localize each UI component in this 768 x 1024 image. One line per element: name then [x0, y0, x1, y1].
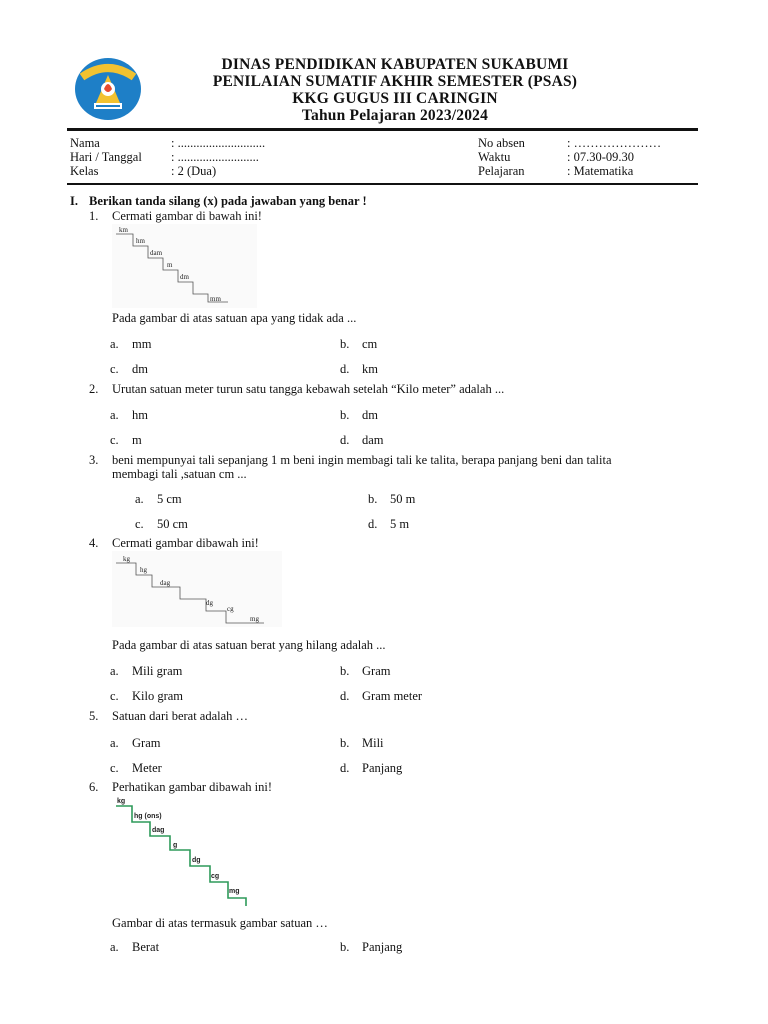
question-prompt: Pada gambar di atas satuan apa yang tidak ada ... — [112, 311, 357, 325]
header-title-1: DINAS PENDIDIKAN KABUPATEN SUKABUMI — [221, 56, 569, 73]
option-b[interactable]: b. cm — [340, 337, 378, 351]
question-text: beni mempunyai tali sepanjang 1 m beni ingin membagi tali ke talita, berapa panjang beni dan talita — [112, 453, 612, 467]
question-text: Cermati gambar di bawah ini! — [112, 209, 262, 223]
stair-label: mm — [210, 295, 221, 303]
option-b[interactable]: b. 50 m — [368, 492, 416, 506]
question-text: Perhatikan gambar dibawah ini! — [112, 780, 273, 794]
hari-tanggal-label: Hari / Tanggal — [70, 150, 142, 164]
stair-label: mg — [250, 615, 259, 623]
question-number: 6. — [89, 780, 99, 794]
option-c[interactable]: c. Meter — [110, 761, 162, 775]
section-number: I. — [70, 194, 78, 208]
question-text: Urutan satuan meter turun satu tangga kebawah setelah “Kilo meter” adalah ... — [112, 382, 505, 396]
stair-label: dg — [206, 599, 213, 607]
stair-label: hm — [136, 237, 145, 245]
option-d[interactable]: d. Gram meter — [340, 689, 423, 703]
nama-field[interactable]: : ............................ — [171, 136, 266, 150]
option-b[interactable]: b. Panjang — [340, 940, 403, 954]
stair-label: dm — [180, 273, 189, 281]
weight-staircase-green-image — [112, 794, 262, 908]
question-number: 5. — [89, 709, 99, 723]
option-a[interactable]: a. Gram — [110, 736, 161, 750]
question-number: 3. — [89, 453, 99, 467]
kelas-value: : 2 (Dua) — [171, 164, 217, 178]
stair-label: km — [119, 226, 128, 234]
waktu-value: : 07.30-09.30 — [567, 150, 635, 164]
header-rule-bottom — [67, 183, 698, 185]
option-c[interactable]: c. dm — [110, 362, 148, 376]
question-text: Satuan dari berat adalah … — [112, 709, 249, 723]
option-a[interactable]: a. mm — [110, 337, 152, 351]
waktu-label: Waktu — [478, 150, 511, 164]
question-text-line2: membagi tali ,satuan cm ... — [112, 467, 247, 481]
pelajaran-value: : Matematika — [567, 164, 634, 178]
stair-label: cg — [227, 605, 234, 613]
school-logo — [74, 55, 142, 123]
stair-label: dg — [192, 857, 201, 864]
header-title-4: Tahun Pelajaran 2023/2024 — [301, 107, 489, 124]
length-staircase-image — [112, 224, 257, 308]
stair-label: cg — [211, 873, 220, 880]
hari-tanggal-field[interactable]: : .......................... — [171, 150, 259, 164]
stair-label: dam — [150, 249, 163, 257]
stair-label: mg — [229, 888, 240, 895]
option-d[interactable]: d. dam — [340, 433, 384, 447]
option-c[interactable]: c. 50 cm — [135, 517, 188, 531]
section-instruction: Berikan tanda silang (x) pada jawaban yang benar ! — [89, 194, 367, 208]
option-d[interactable]: d. 5 m — [368, 517, 410, 531]
stair-label: g — [173, 842, 178, 849]
option-b[interactable]: b. dm — [340, 408, 378, 422]
header-title-2: PENILAIAN SUMATIF AKHIR SEMESTER (PSAS) — [212, 73, 578, 90]
option-a[interactable]: a. Mili gram — [110, 664, 183, 678]
question-prompt: Pada gambar di atas satuan berat yang hilang adalah ... — [112, 638, 386, 652]
option-c[interactable]: c. m — [110, 433, 142, 447]
pelajaran-label: Pelajaran — [478, 164, 525, 178]
no-absen-label: No absen — [478, 136, 525, 150]
question-text: Cermati gambar dibawah ini! — [112, 536, 259, 550]
option-a[interactable]: a. 5 cm — [135, 492, 182, 506]
option-a[interactable]: a. Berat — [110, 940, 160, 954]
stair-label: kg — [123, 555, 130, 563]
option-c[interactable]: c. Kilo gram — [110, 689, 184, 703]
header-rule-top — [67, 128, 698, 131]
option-a[interactable]: a. hm — [110, 408, 148, 422]
option-b[interactable]: b. Gram — [340, 664, 391, 678]
option-d[interactable]: d. km — [340, 362, 378, 376]
header-title-3: KKG GUGUS III CARINGIN — [292, 90, 498, 107]
stair-label: kg — [117, 798, 126, 805]
stair-label: hg (ons) — [134, 813, 162, 820]
option-d[interactable]: d. Panjang — [340, 761, 403, 775]
weight-staircase-image — [112, 551, 282, 627]
question-number: 1. — [89, 209, 99, 223]
kelas-label: Kelas — [70, 164, 99, 178]
nama-label: Nama — [70, 136, 100, 150]
question-prompt: Gambar di atas termasuk gambar satuan … — [112, 916, 328, 930]
stair-label: m — [167, 261, 173, 269]
question-number: 2. — [89, 382, 99, 396]
stair-label: dag — [160, 579, 171, 587]
no-absen-field[interactable]: : ………………… — [567, 136, 662, 150]
question-number: 4. — [89, 536, 99, 550]
stair-label: dag — [152, 827, 165, 834]
option-b[interactable]: b. Mili — [340, 736, 384, 750]
stair-label: hg — [140, 566, 147, 574]
